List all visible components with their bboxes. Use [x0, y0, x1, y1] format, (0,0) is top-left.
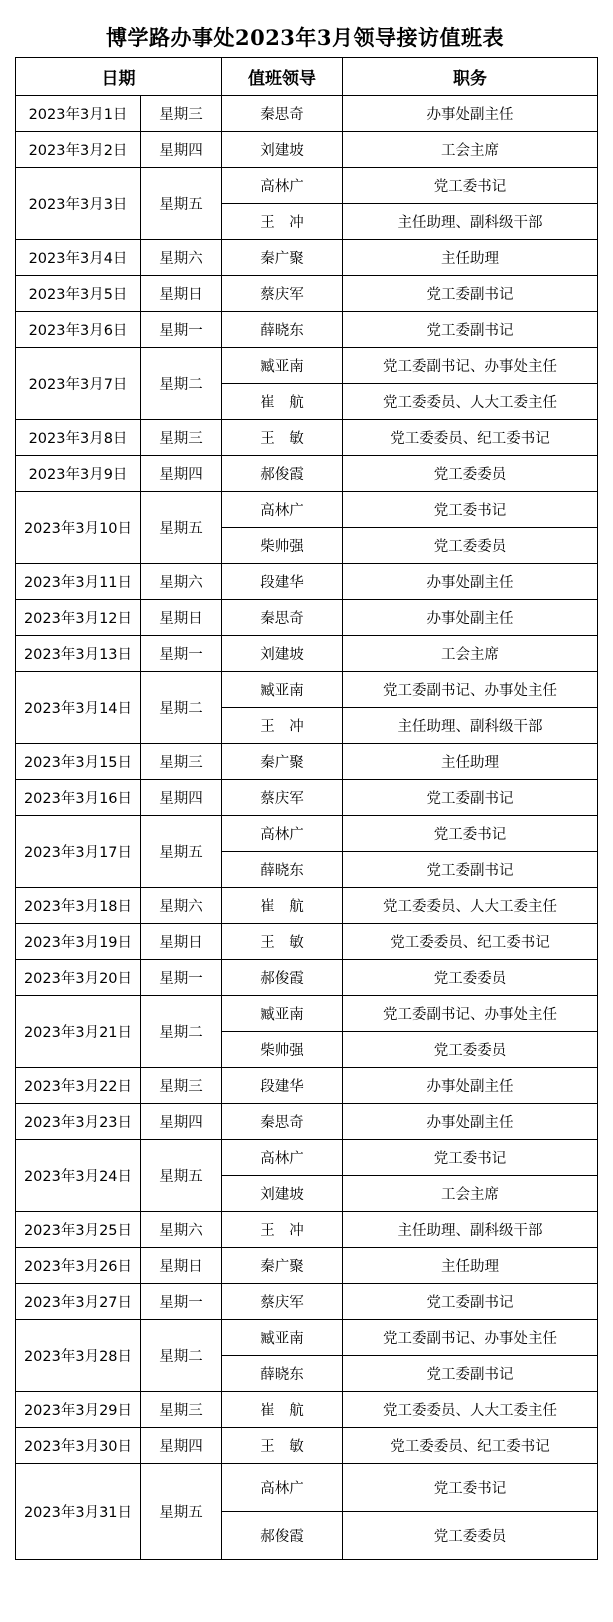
date-cell: 2023年3月3日 [16, 168, 141, 240]
position-cell: 党工委委员、人大工委主任 [343, 888, 598, 924]
date-cell: 2023年3月22日 [16, 1068, 141, 1104]
table-row [16, 420, 598, 456]
position-cell: 党工委委员、人大工委主任 [343, 1392, 598, 1428]
position-cell: 主任助理、副科级干部 [343, 204, 598, 240]
date-cell: 2023年3月28日 [16, 1320, 141, 1392]
leader-cell: 郝俊霞 [222, 960, 343, 996]
table-header [16, 58, 598, 96]
leader-cell: 王 冲 [222, 708, 343, 744]
position-cell: 主任助理、副科级干部 [343, 1212, 598, 1248]
weekday-cell: 星期六 [141, 564, 222, 600]
date-cell: 2023年3月12日 [16, 600, 141, 636]
position-cell: 党工委委员、人大工委主任 [343, 384, 598, 420]
weekday-cell: 星期一 [141, 636, 222, 672]
leader-cell: 高林广 [222, 816, 343, 852]
table-row [16, 600, 598, 636]
position-cell: 党工委副书记 [343, 1356, 598, 1392]
leader-cell: 蔡庆军 [222, 780, 343, 816]
leader-cell: 高林广 [222, 168, 343, 204]
position-cell: 办事处副主任 [343, 564, 598, 600]
leader-cell: 薛晓东 [222, 852, 343, 888]
date-cell: 2023年3月10日 [16, 492, 141, 564]
weekday-cell: 星期四 [141, 132, 222, 168]
date-cell: 2023年3月8日 [16, 420, 141, 456]
weekday-cell: 星期五 [141, 168, 222, 240]
table-row [16, 1464, 598, 1512]
leader-cell: 王 敏 [222, 420, 343, 456]
position-cell: 党工委书记 [343, 1464, 598, 1512]
leader-cell: 段建华 [222, 564, 343, 600]
weekday-cell: 星期五 [141, 1140, 222, 1212]
weekday-cell: 星期三 [141, 420, 222, 456]
table-row [16, 240, 598, 276]
position-cell: 办事处副主任 [343, 1104, 598, 1140]
date-cell: 2023年3月23日 [16, 1104, 141, 1140]
date-cell: 2023年3月24日 [16, 1140, 141, 1212]
weekday-cell: 星期六 [141, 1212, 222, 1248]
leader-cell: 刘建坡 [222, 636, 343, 672]
table-row [16, 168, 598, 204]
position-cell: 党工委副书记 [343, 852, 598, 888]
position-cell: 党工委委员 [343, 960, 598, 996]
date-cell: 2023年3月14日 [16, 672, 141, 744]
weekday-cell: 星期四 [141, 780, 222, 816]
leader-cell: 王 敏 [222, 924, 343, 960]
weekday-cell: 星期四 [141, 1104, 222, 1140]
position-cell: 党工委副书记、办事处主任 [343, 1320, 598, 1356]
leader-cell: 秦思奇 [222, 600, 343, 636]
position-cell: 党工委副书记、办事处主任 [343, 996, 598, 1032]
leader-cell: 郝俊霞 [222, 1512, 343, 1560]
table-row [16, 924, 598, 960]
table-row [16, 1248, 598, 1284]
table-row [16, 960, 598, 996]
leader-cell: 臧亚南 [222, 348, 343, 384]
leader-cell: 郝俊霞 [222, 456, 343, 492]
date-cell: 2023年3月11日 [16, 564, 141, 600]
leader-cell: 崔 航 [222, 384, 343, 420]
position-cell: 党工委委员 [343, 1512, 598, 1560]
leader-cell: 臧亚南 [222, 1320, 343, 1356]
weekday-cell: 星期二 [141, 672, 222, 744]
position-cell: 党工委副书记 [343, 1284, 598, 1320]
leader-cell: 刘建坡 [222, 132, 343, 168]
date-cell: 2023年3月17日 [16, 816, 141, 888]
table-row [16, 1392, 598, 1428]
header-leader: 值班领导 [222, 58, 343, 96]
table-row [16, 132, 598, 168]
leader-cell: 薛晓东 [222, 1356, 343, 1392]
table-row [16, 1284, 598, 1320]
leader-cell: 王 冲 [222, 204, 343, 240]
leader-cell: 柴帅强 [222, 1032, 343, 1068]
date-cell: 2023年3月18日 [16, 888, 141, 924]
position-cell: 党工委委员 [343, 456, 598, 492]
position-cell: 主任助理 [343, 1248, 598, 1284]
table-row [16, 1140, 598, 1176]
weekday-cell: 星期二 [141, 348, 222, 420]
weekday-cell: 星期三 [141, 96, 222, 132]
table-row [16, 96, 598, 132]
date-cell: 2023年3月27日 [16, 1284, 141, 1320]
weekday-cell: 星期日 [141, 600, 222, 636]
date-cell: 2023年3月31日 [16, 1464, 141, 1560]
leader-cell: 王 冲 [222, 1212, 343, 1248]
weekday-cell: 星期三 [141, 1392, 222, 1428]
position-cell: 工会主席 [343, 132, 598, 168]
weekday-cell: 星期一 [141, 960, 222, 996]
weekday-cell: 星期一 [141, 312, 222, 348]
position-cell: 办事处副主任 [343, 600, 598, 636]
table-row [16, 744, 598, 780]
table-row [16, 996, 598, 1032]
position-cell: 党工委委员、纪工委书记 [343, 420, 598, 456]
leader-cell: 蔡庆军 [222, 1284, 343, 1320]
leader-cell: 崔 航 [222, 1392, 343, 1428]
leader-cell: 段建华 [222, 1068, 343, 1104]
date-cell: 2023年3月9日 [16, 456, 141, 492]
date-cell: 2023年3月26日 [16, 1248, 141, 1284]
leader-cell: 柴帅强 [222, 528, 343, 564]
date-cell: 2023年3月2日 [16, 132, 141, 168]
position-cell: 主任助理 [343, 744, 598, 780]
position-cell: 党工委副书记 [343, 276, 598, 312]
position-cell: 党工委委员 [343, 528, 598, 564]
table-row [16, 636, 598, 672]
table-row [16, 456, 598, 492]
position-cell: 主任助理 [343, 240, 598, 276]
leader-cell: 刘建坡 [222, 1176, 343, 1212]
date-cell: 2023年3月5日 [16, 276, 141, 312]
leader-cell: 高林广 [222, 492, 343, 528]
position-cell: 党工委委员、纪工委书记 [343, 924, 598, 960]
table-row [16, 1320, 598, 1356]
weekday-cell: 星期三 [141, 1068, 222, 1104]
header-position: 职务 [343, 58, 598, 96]
weekday-cell: 星期六 [141, 888, 222, 924]
table-row [16, 312, 598, 348]
position-cell: 党工委书记 [343, 492, 598, 528]
weekday-cell: 星期日 [141, 1248, 222, 1284]
leader-cell: 高林广 [222, 1140, 343, 1176]
position-cell: 办事处副主任 [343, 1068, 598, 1104]
position-cell: 党工委委员 [343, 1032, 598, 1068]
position-cell: 党工委书记 [343, 816, 598, 852]
date-cell: 2023年3月4日 [16, 240, 141, 276]
table-row [16, 672, 598, 708]
leader-cell: 秦广聚 [222, 1248, 343, 1284]
weekday-cell: 星期五 [141, 492, 222, 564]
leader-cell: 秦广聚 [222, 744, 343, 780]
table-row [16, 276, 598, 312]
date-cell: 2023年3月16日 [16, 780, 141, 816]
date-cell: 2023年3月21日 [16, 996, 141, 1068]
date-cell: 2023年3月15日 [16, 744, 141, 780]
date-cell: 2023年3月20日 [16, 960, 141, 996]
leader-cell: 臧亚南 [222, 996, 343, 1032]
position-cell: 党工委副书记、办事处主任 [343, 672, 598, 708]
leader-cell: 薛晓东 [222, 312, 343, 348]
leader-cell: 臧亚南 [222, 672, 343, 708]
leader-cell: 秦思奇 [222, 1104, 343, 1140]
leader-cell: 秦思奇 [222, 96, 343, 132]
position-cell: 党工委副书记、办事处主任 [343, 348, 598, 384]
weekday-cell: 星期日 [141, 924, 222, 960]
position-cell: 党工委书记 [343, 1140, 598, 1176]
table-row [16, 564, 598, 600]
date-cell: 2023年3月30日 [16, 1428, 141, 1464]
date-cell: 2023年3月13日 [16, 636, 141, 672]
table-row [16, 492, 598, 528]
date-cell: 2023年3月29日 [16, 1392, 141, 1428]
weekday-cell: 星期六 [141, 240, 222, 276]
table-row [16, 1104, 598, 1140]
page-title: 博学路办事处2023年3月领导接访值班表 [105, 25, 505, 50]
position-cell: 党工委委员、纪工委书记 [343, 1428, 598, 1464]
weekday-cell: 星期五 [141, 1464, 222, 1560]
position-cell: 主任助理、副科级干部 [343, 708, 598, 744]
weekday-cell: 星期三 [141, 744, 222, 780]
leader-cell: 秦广聚 [222, 240, 343, 276]
weekday-cell: 星期四 [141, 456, 222, 492]
weekday-cell: 星期四 [141, 1428, 222, 1464]
position-cell: 工会主席 [343, 636, 598, 672]
leader-cell: 蔡庆军 [222, 276, 343, 312]
table-row [16, 888, 598, 924]
date-cell: 2023年3月19日 [16, 924, 141, 960]
position-cell: 党工委副书记 [343, 312, 598, 348]
position-cell: 工会主席 [343, 1176, 598, 1212]
date-cell: 2023年3月7日 [16, 348, 141, 420]
table-row [16, 816, 598, 852]
table-row [16, 1212, 598, 1248]
table-row [16, 1428, 598, 1464]
position-cell: 党工委副书记 [343, 780, 598, 816]
leader-cell: 崔 航 [222, 888, 343, 924]
date-cell: 2023年3月25日 [16, 1212, 141, 1248]
leader-cell: 高林广 [222, 1464, 343, 1512]
table-body [16, 96, 598, 1560]
duty-table [15, 57, 598, 1560]
weekday-cell: 星期二 [141, 1320, 222, 1392]
date-cell: 2023年3月1日 [16, 96, 141, 132]
weekday-cell: 星期一 [141, 1284, 222, 1320]
leader-cell: 王 敏 [222, 1428, 343, 1464]
table-row [16, 1068, 598, 1104]
position-cell: 办事处副主任 [343, 96, 598, 132]
table-row [16, 348, 598, 384]
table-row [16, 780, 598, 816]
weekday-cell: 星期五 [141, 816, 222, 888]
header-date: 日期 [16, 58, 222, 96]
date-cell: 2023年3月6日 [16, 312, 141, 348]
weekday-cell: 星期日 [141, 276, 222, 312]
weekday-cell: 星期二 [141, 996, 222, 1068]
position-cell: 党工委书记 [343, 168, 598, 204]
